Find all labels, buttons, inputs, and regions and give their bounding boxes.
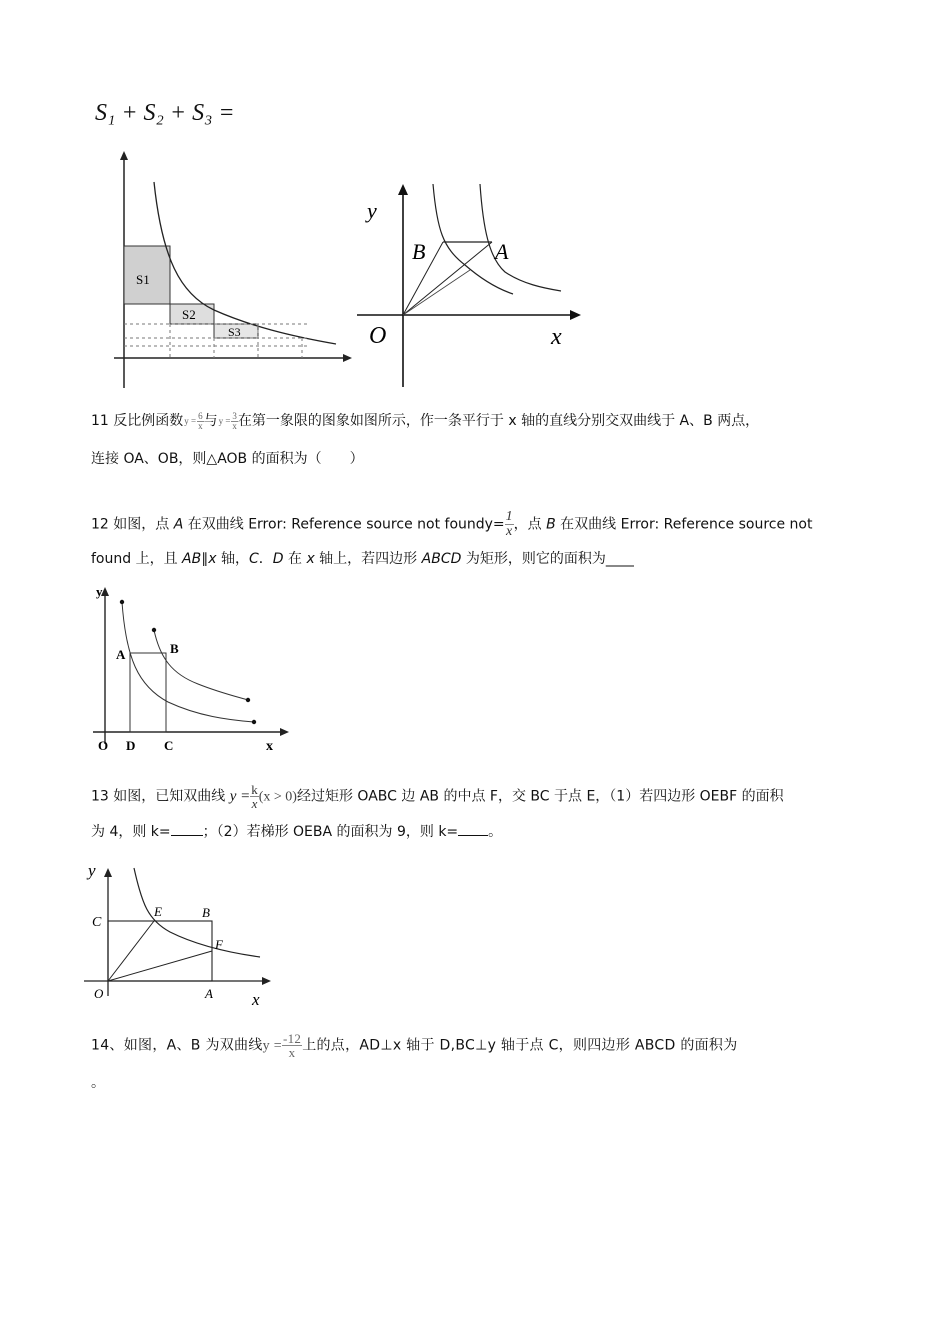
origin-label: O [94,986,104,1001]
axis-label-y: y [96,584,103,599]
q11-line-1: 11 反比例函数y = $\frac{6}{x}$ 与y = $\frac{3}{x}$ 在第一象限的图象如图所示，作一条平行于 x 轴的直线分别交双曲线于 A、B 两点， [91,410,760,431]
figure-staircase-areas [110,148,355,393]
axis-label-x: x [252,990,260,1009]
q13-line-1: 13 如图，已知双曲线 y = $\frac{k}{x}$ (x > 0)经过矩形 OABC 边 AB 的中点 F，交 BC 于点 E，（1）若四边形 OEBF 的面积 [91,782,784,811]
axis-label-y: y [88,861,96,880]
point-label-b: B [412,239,426,264]
q14-line-1: 14、如图，A、B 为双曲线y = $\frac{-12}{x}$ 上的点，AD⊥x 轴于 D,BC⊥y 轴于点 C，则四边形 ABCD 的面积为 [91,1031,738,1060]
axis-label-x: x [551,324,562,350]
point-label-d: D [126,738,136,753]
point-label-b: B [170,641,179,656]
q11-line-2: 连接 OA、OB，则△AOB 的面积为（ ） [91,451,364,467]
label-s3: S3 [228,325,241,339]
q14-formula: $\frac{-12}{x}$ [282,1031,302,1060]
point-label-c: C [92,915,102,930]
axis-label-y: y [367,198,377,223]
figure-rectangle-oabc [84,860,274,1012]
point-label-a: A [495,239,509,264]
origin-label: O [98,738,109,753]
point-label-a: A [116,647,126,662]
q11-formula-2: y = [218,415,231,426]
point-label-a: A [205,986,213,1001]
origin-label: O [369,323,387,349]
label-s2: S2 [182,307,196,322]
axis-label-x: x [266,739,273,754]
area-sum-formula: S₁ + S₂ + S₃ = [95,100,235,126]
q13-formula: $\frac{k}{x}$ [251,782,258,811]
label-s1: S1 [136,272,150,287]
q13-line-2: 为 4，则 k= ；（2）若梯形 OEBA 的面积为 9，则 k= 。 [91,824,503,840]
q12-line-1: 12 如图，点 A 在双曲线 Error: Reference source not foundy= $\frac{1}{x}$ ，点 B 在双曲线 Error: Reference source not [91,509,813,539]
point-label-e: E [154,904,162,919]
point-label-b: B [202,905,210,920]
q12-formula: $\frac{1}{x}$ [505,509,513,539]
q11-formula-1: y = [184,415,197,426]
figure-triangle-aob [355,180,585,390]
q12-line-2: found 上，且 AB∥x 轴，C．D 在 x 轴上，若四边形 ABCD 为矩形，则它的面积为____ [91,551,634,567]
point-label-c: C [164,738,174,753]
q14-line-2: 。 [91,1075,105,1091]
point-label-f: F [215,937,223,952]
figure-rectangle-abcd [88,578,293,756]
